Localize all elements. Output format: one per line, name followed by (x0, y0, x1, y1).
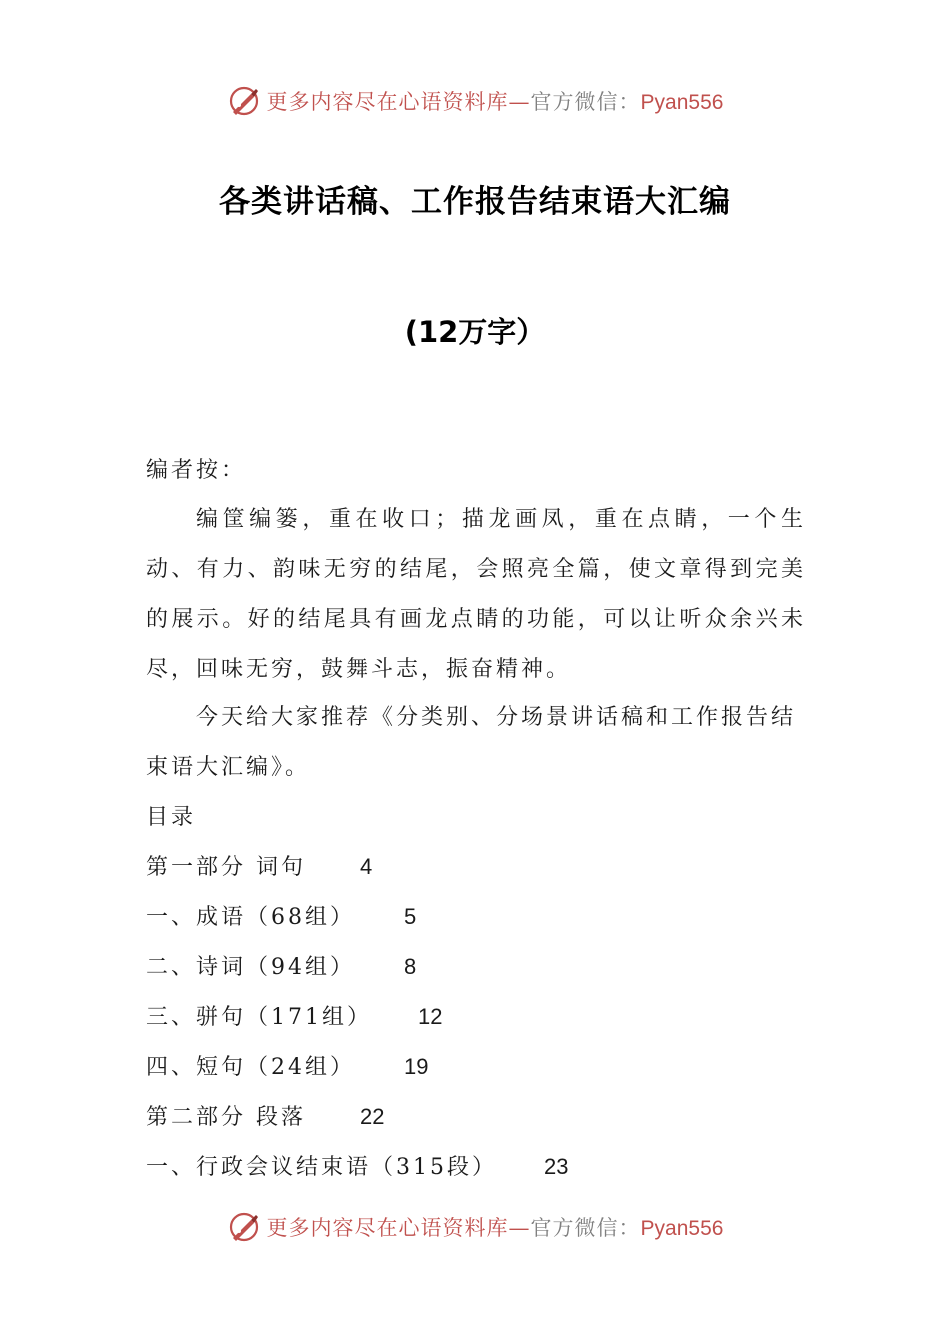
toc-item[interactable] (146, 892, 806, 942)
toc-item[interactable] (146, 1142, 806, 1192)
toc-item-label: 三、骈句（171组） (146, 1005, 372, 1030)
pen-logo-icon (227, 84, 261, 118)
toc-item[interactable] (146, 842, 806, 892)
banner-wechat-account: Pyan556 (640, 91, 724, 114)
toc-item[interactable] (146, 1042, 806, 1092)
toc-item-page: 23 (544, 1154, 569, 1179)
toc-item-page: 8 (404, 954, 417, 979)
toc-heading: 目录 (146, 805, 197, 830)
toc-item[interactable] (146, 1092, 806, 1142)
header-banner-text (267, 86, 724, 116)
toc-item-page: 5 (404, 904, 417, 929)
header-banner (0, 84, 950, 118)
editor-note-paragraph-2: 今天给大家推荐《分类别、分场景讲话稿和工作报告结束语大汇编》。 (146, 705, 797, 780)
document-title: 各类讲话稿、工作报告结束语大汇编 (219, 184, 731, 220)
table-of-contents (146, 842, 806, 1192)
banner-wechat-label: 官方微信： (530, 1216, 641, 1240)
toc-item-label: 一、行政会议结束语（315段） (146, 1155, 497, 1180)
toc-item[interactable] (146, 992, 806, 1042)
banner-separator: — (508, 90, 531, 114)
footer-banner (0, 1210, 950, 1244)
editor-note-label: 编者按： (146, 458, 247, 483)
footer-banner-text (267, 1212, 724, 1242)
banner-wechat-label: 官方微信： (530, 90, 641, 114)
toc-item-page: 4 (360, 854, 373, 879)
banner-separator: — (508, 1216, 531, 1240)
document-subtitle: (12万字） (404, 315, 546, 349)
toc-item-label: 四、短句（24组） (146, 1055, 355, 1080)
toc-item[interactable] (146, 942, 806, 992)
toc-item-page: 12 (418, 1004, 443, 1029)
toc-item-label: 第一部分 词句 (146, 855, 306, 880)
toc-item-page: 22 (360, 1104, 385, 1129)
editor-note-paragraph-1: 编筐编篓，重在收口；描龙画凤，重在点睛，一个生动、有力、韵味无穷的结尾，会照亮全篇，使文章得到完美的展示。好的结尾具有画龙点睛的功能，可以让听众余兴未尽，回味无穷，鼓舞斗志，振奋精神。 (146, 507, 806, 682)
toc-item-page: 19 (404, 1054, 429, 1079)
banner-slogan: 更多内容尽在心语资料库 (266, 1216, 509, 1240)
toc-item-label: 一、成语（68组） (146, 905, 355, 930)
toc-item-label: 第二部分 段落 (146, 1105, 306, 1130)
banner-slogan: 更多内容尽在心语资料库 (266, 90, 509, 114)
pen-logo-icon (227, 1210, 261, 1244)
banner-wechat-account: Pyan556 (640, 1217, 724, 1240)
toc-item-label: 二、诗词（94组） (146, 955, 355, 980)
